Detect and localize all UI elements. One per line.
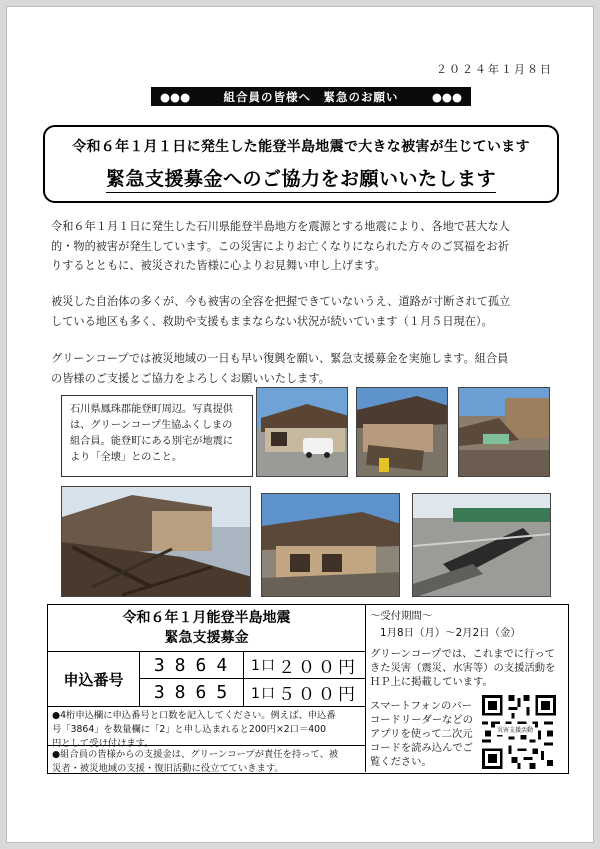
text-line: きた災害（震災、水害等）の支援活動を (370, 662, 556, 674)
banner-text: 組合員の皆様へ 緊急のお願い (223, 89, 399, 104)
application-code: 3864 (140, 652, 244, 678)
info-column (370, 607, 566, 769)
text-line: 覧ください。 (370, 756, 432, 768)
fund-title-line2: 緊急支援募金 (164, 630, 249, 646)
text-line: アプリを使って二次元 (370, 728, 473, 740)
note-line: 災者・被災地域の支援・復旧活動に役立てていきます。 (52, 763, 284, 774)
text-line: の皆様のご支援とご協力をよろしくお願いいたします。 (51, 371, 330, 385)
unit-label: 1口 (251, 658, 276, 674)
application-code: 3865 (140, 679, 244, 706)
text-line: ＨＰ上に掲載しています。 (370, 676, 493, 688)
notice-banner (151, 87, 471, 106)
text-line: スマートフォンのバー (370, 700, 472, 712)
banner-dots-right: ●●● (431, 89, 462, 104)
photo-cracked-road (412, 493, 551, 597)
text-line: グリーンコープでは被災地域の一日も早い復興を願い、緊急支援募金を実施します。組合員 (51, 352, 509, 365)
caption-line: は、グリーンコープ生協ふくしまの (70, 420, 233, 431)
note-line: 円として受け付けます。 (52, 738, 154, 749)
qr-label: 災害支援活動 (495, 724, 535, 735)
issue-date: ２０２４年１月８日 (436, 63, 553, 76)
flyer-page (6, 6, 594, 843)
period-dates: 1月8日（月）～2月2日（金） (380, 627, 521, 639)
text-line: グリーンコープでは、これまでに行って (370, 648, 555, 660)
fund-title-line1: 令和６年１月能登半島地震 (122, 610, 291, 626)
headline-line1: 令和６年１月１日に発生した能登半島地震で大きな被害が生じています (72, 139, 530, 155)
paragraph-condolence (51, 217, 569, 276)
headline-box (43, 125, 559, 203)
note-line: ●4桁申込欄に申込番号と口数を記入してください。例えば、申込番 (52, 710, 336, 721)
photo-damaged-house (356, 387, 448, 477)
headline-line2: 緊急支援募金へのご協力をお願いいたします (106, 164, 496, 193)
banner-dots-left: ●●● (160, 89, 191, 104)
period-label: ～受付期間～ (370, 610, 433, 622)
note-line: 号「3864」を数量欄に「2」と申し込まれると200円×2口＝400 (52, 724, 327, 735)
caption-line: 石川県鳳珠郡能登町周辺。写真提供 (70, 404, 233, 415)
application-row (140, 652, 366, 679)
paragraph-request (51, 349, 569, 388)
fund-title (48, 605, 366, 652)
amount: ５００円 (277, 685, 358, 705)
caption-line: 組合員。能登町にある別宅が地震に (70, 436, 233, 447)
text-line: 的・物的被害が発生しています。この災害によりお亡くなりになられた方々のご冥福をお祈 (51, 239, 509, 253)
text-line: コードリーダーなどの (370, 714, 473, 726)
unit-price (244, 679, 365, 706)
text-line: コードを読み込んでご (370, 742, 473, 754)
photo-caption (61, 395, 253, 477)
application-instructions (48, 707, 366, 749)
text-line: りするとともに、被災された皆様に心よりお見舞い申し上げます。 (51, 259, 386, 272)
photo-collapsed-wall (458, 387, 550, 477)
application-number-label: 申込番号 (48, 652, 140, 707)
unit-label: 1口 (251, 685, 276, 702)
caption-line: より「全壊」とのこと。 (70, 452, 183, 463)
fund-usage-note (48, 746, 366, 772)
text-line: している地区も多く、救助や支援もままならない状況が続いています（１月５日現在）。 (51, 314, 493, 328)
qr-instructions (370, 699, 482, 769)
text-line: 令和６年１月１日に発生した石川県能登半島地方を震源とする地震により、各地で甚大な人 (51, 220, 510, 233)
donation-panel (47, 604, 569, 774)
photo-fallen-roof (261, 493, 400, 597)
text-line: 被災した自治体の多くが、今も被害の全容を把握できていないうえ、道路が寸断されて孤立 (51, 295, 511, 308)
application-row (140, 679, 366, 707)
paragraph-situation (51, 292, 569, 331)
note-line: ●組合員の皆様からの支援金は、グリーンコープが責任を持って、被 (52, 749, 339, 760)
unit-price (244, 652, 365, 678)
photo-collapsed-house-rubble (61, 486, 251, 597)
activity-text (370, 647, 566, 689)
amount: ２００円 (277, 657, 358, 678)
photo-house-with-van (256, 387, 348, 477)
